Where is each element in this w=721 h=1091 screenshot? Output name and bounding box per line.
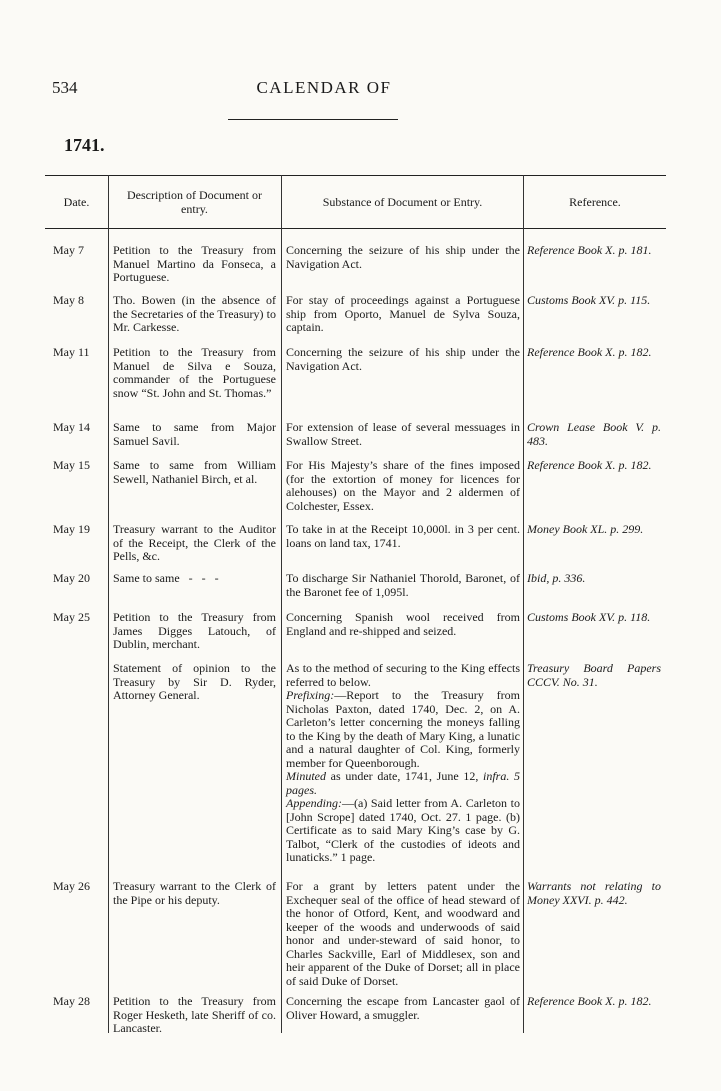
entry-reference: Money Book XL. p. 299. (527, 522, 644, 536)
column-header-substance: Substance of Document or Entry. (322, 194, 483, 209)
prefixing-label: Prefixing: (286, 688, 335, 702)
entry-description (113, 459, 276, 486)
entry-substance: For stay of proceedings against a Portuguese ship from Oporto, Manuel de Sylva Souza, captain. (286, 293, 520, 334)
column-divider (523, 175, 524, 1033)
entry-reference: Customs Book XV. p. 118. (527, 610, 651, 624)
entry-substance: For extension of lease of several messuages in Swallow Street. (286, 420, 520, 448)
entry-reference: Reference Book X. p. 181. (527, 243, 652, 257)
entry-reference: Reference Book X. p. 182. (527, 458, 652, 472)
entry-description: Petition to the Treasury from Manuel Martino da Fonseca, a Portuguese. (113, 243, 276, 284)
entry-date: May 11 (53, 345, 90, 359)
entry-description: Same to same from Major Samuel Savil. (113, 420, 276, 448)
entry-date: May 8 (53, 293, 84, 307)
entry-reference: Reference Book X. p. 182. (527, 345, 652, 359)
entry-description-text: Same to same from William Sewell, Nathaniel Birch, et al. (113, 458, 276, 486)
entry-reference: Warrants not relating to Money XXVI. p. 442. (527, 879, 661, 907)
entry-substance: To take in at the Receipt 10,000l. in 3 per cent. loans on land tax, 1741. (286, 522, 520, 550)
substance-main: As to the method of securing to the King effects referred to below. (286, 661, 520, 689)
entry-description: Statement of opinion to the Treasury by Sir D. Ryder, Attorney General. (113, 661, 276, 702)
entry-date: May 19 (53, 522, 90, 536)
table-header-rule (45, 228, 666, 229)
minuted-infra: infra. 5 pages. (286, 769, 520, 797)
entry-substance: Concerning Spanish wool received from England and re-shipped and seized. (286, 610, 520, 638)
entry-date: May 20 (53, 571, 90, 585)
title-rule (228, 119, 398, 120)
entry-date: May 26 (53, 879, 90, 893)
entry-reference: Ibid, p. 336. (527, 571, 586, 585)
substance-appending (286, 797, 520, 865)
calendar-table (45, 175, 666, 1033)
column-header-description: Description of Document or entry. (127, 187, 262, 216)
column-divider (108, 175, 109, 1033)
entry-description: Petition to the Treasury from Roger Hesketh, late Sheriff of co. Lancaster. (113, 994, 276, 1035)
minuted-text: as under date, 1741, June 12, (330, 769, 479, 783)
minuted-label: Minuted (286, 769, 326, 783)
running-title: CALENDAR OF (256, 78, 392, 97)
entry-substance: Concerning the seizure of his ship under the Navigation Act. (286, 345, 520, 373)
entry-description: Petition to the Treasury from Manuel de Silva e Souza, commander of the Portuguese snow “St. John and St. Thomas.” (113, 345, 276, 400)
substance-minuted (286, 770, 520, 797)
prefixing-text: —Report to the Treasury from Nicholas Paxton, dated 1740, Dec. 2, on A. Carleton’s letter concerning the moneys falling to the King by the death of Mary King, a lunatic and a natural daughter of Col. King, formerly member for Queenborough. (286, 688, 520, 770)
page-header (0, 78, 721, 102)
entry-reference: Treasury Board Papers CCCV. No. 31. (527, 661, 661, 689)
appending-text: —(a) Said letter from A. Carleton to [John Scrope] dated 1740, Oct. 27. 1 page. (b) Certificate as to said Mary King’s case by G. Talbot, “Clerk of the custodies of ideots and lunaticks.” 1 page. (286, 796, 520, 864)
entry-reference: Crown Lease Book V. p. 483. (527, 420, 661, 448)
entry-date: May 25 (53, 610, 90, 624)
entry-substance: For His Majesty’s share of the fines imposed (for the extortion of money for licences for alehouses) on the Mayor and 2 aldermen of Colchester, Essex. (286, 458, 520, 513)
entry-substance (286, 662, 520, 865)
year-heading: 1741. (64, 135, 105, 155)
entry-substance: Concerning the escape from Lancaster gaol of Oliver Howard, a smuggler. (286, 994, 520, 1022)
column-divider (281, 175, 282, 1033)
entry-description: Same to same - - - (113, 571, 219, 585)
entry-reference: Reference Book X. p. 182. (527, 994, 652, 1008)
column-header-reference: Reference. (569, 194, 621, 209)
page-number: 534 (52, 78, 78, 97)
entry-date: May 15 (53, 458, 90, 472)
entry-date: May 14 (53, 420, 90, 434)
entry-substance: Concerning the seizure of his ship under the Navigation Act. (286, 243, 520, 271)
entry-date: May 7 (53, 243, 84, 257)
column-header-date: Date. (63, 194, 90, 209)
entry-substance: For a grant by letters patent under the Exchequer seal of the office of head steward of the honor of Otford, Kent, and woodward and keeper of the woods and underwoods of said honor and under-steward of said honor, to Charles Sackville, Earl of Middlesex, son and heir apparent of the Duke of Dorset; all in place of said Duke of Dorset. (286, 879, 520, 988)
entry-description: Treasury warrant to the Clerk of the Pipe or his deputy. (113, 879, 276, 907)
entry-substance: To discharge Sir Nathaniel Thorold, Baronet, of the Baronet fee of 1,095l. (286, 571, 520, 599)
entry-description: Tho. Bowen (in the absence of the Secretaries of the Treasury) to Mr. Carkesse. (113, 293, 276, 334)
entry-description: Treasury warrant to the Auditor of the Receipt, the Clerk of the Pells, &c. (113, 522, 276, 563)
entry-date: May 28 (53, 994, 90, 1008)
substance-prefixing (286, 689, 520, 770)
entry-description: Petition to the Treasury from James Digges Latouch, of Dublin, merchant. (113, 610, 276, 651)
appending-label: Appending: (286, 796, 342, 810)
entry-reference: Customs Book XV. p. 115. (527, 293, 651, 307)
